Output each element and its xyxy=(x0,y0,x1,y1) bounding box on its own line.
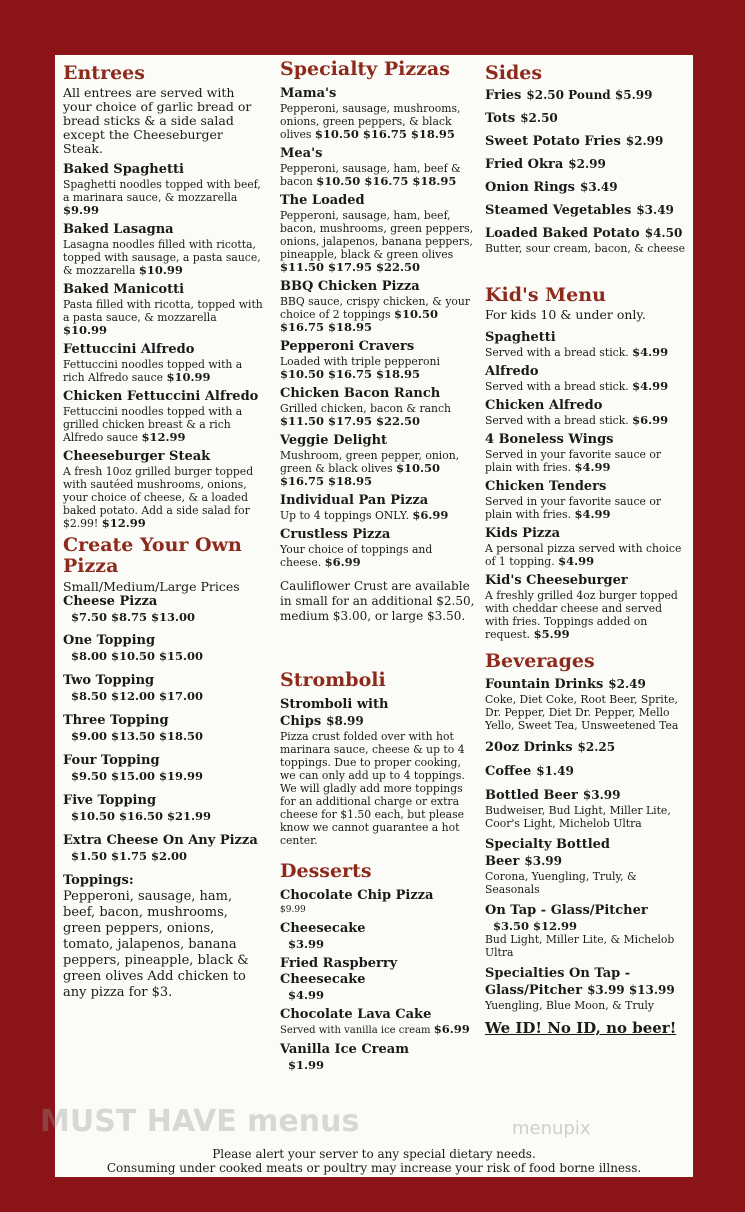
item-desc: Served with a bread stick. $4.99 xyxy=(485,345,669,359)
specialty-item xyxy=(280,146,475,188)
pizza-size-item xyxy=(63,713,263,743)
item-price: $4.99 xyxy=(574,460,611,474)
menu-page xyxy=(55,55,693,1177)
desserts-title: Desserts xyxy=(280,860,372,882)
footer-warning: Consuming under cooked meats or poultry may increase your risk of food borne illness. xyxy=(106,1161,642,1175)
side-item xyxy=(485,202,685,219)
cauliflower-note: Cauliflower Crust are available in small for an additional $2.50, medium $3.00, or large $3.50. xyxy=(280,579,475,623)
pizza-list xyxy=(63,594,263,863)
item-price: $3.99 xyxy=(524,854,562,868)
specialty-item xyxy=(280,86,475,141)
create-pizza-title: Create Your Own Pizza xyxy=(63,534,242,577)
item-price: $4.99 xyxy=(632,345,669,359)
item-desc: Corona, Yuengling, Truly, & Seasonals xyxy=(485,870,637,896)
item-price: $10.50 $16.75 $18.95 xyxy=(280,307,439,334)
item-desc: Pepperoni, sausage, ham, beef & bacon $10.50 $16.75 $18.95 xyxy=(280,162,461,188)
item-name: Bottled Beer $3.99 xyxy=(485,788,621,803)
desserts-list xyxy=(280,888,475,1072)
specialty-item xyxy=(280,527,475,569)
dessert-item xyxy=(280,1007,475,1037)
item-name: Tots $2.50 xyxy=(485,111,558,126)
item-price: $2.50 Pound $5.99 xyxy=(526,88,653,102)
specialty-item xyxy=(280,279,475,334)
item-price: $6.99 xyxy=(324,555,361,569)
item-name: Sweet Potato Fries $2.99 xyxy=(485,134,664,149)
specialty-item xyxy=(280,193,475,274)
stromboli-title: Stromboli xyxy=(280,669,386,691)
item-name: Fried Okra $2.99 xyxy=(485,157,606,172)
item-price: $3.49 xyxy=(579,180,618,194)
item-desc: A personal pizza served with choice of 1 topping. $4.99 xyxy=(485,542,682,568)
item-price: $10.50 $16.75 $18.95 xyxy=(280,367,421,381)
kids-title: Kid's Menu xyxy=(485,284,606,306)
item-price: $11.50 $17.95 $22.50 xyxy=(280,260,421,274)
item-price: $3.49 xyxy=(636,203,674,217)
item-desc: Pepperoni, sausage, ham, beef, bacon, mushrooms, green peppers, onions, jalapenos, banana peppers, pineapple, black & green olives $11.50 $17.95 $22.50 xyxy=(280,209,474,274)
watermark-menupix-logo: menupix xyxy=(512,1118,591,1139)
item-desc: Loaded with triple pepperoni $10.50 $16.75 $18.95 xyxy=(280,355,440,381)
item-price: $4.50 xyxy=(644,226,683,240)
item-name: Baked Spaghetti xyxy=(63,162,184,177)
pizza-size-item xyxy=(63,673,263,703)
item-name: 20oz Drinks $2.25 xyxy=(485,740,616,755)
item-desc: Served with a bread stick. $4.99 xyxy=(485,379,669,393)
id-note: We ID! No ID, no beer! xyxy=(485,1019,677,1037)
item-price: $11.50 $17.95 $22.50 xyxy=(280,414,421,428)
beverage-item xyxy=(485,966,685,1012)
item-name: 4 Boneless Wings xyxy=(485,432,614,447)
item-desc: Your choice of toppings and cheese. $6.99 xyxy=(280,543,433,569)
item-name: Loaded Baked Potato $4.50 xyxy=(485,226,683,241)
beverages-title: Beverages xyxy=(485,650,595,672)
kids-item xyxy=(485,364,685,393)
kids-item xyxy=(485,479,685,521)
side-item xyxy=(485,87,685,104)
item-name: Cheese Pizza xyxy=(63,594,158,609)
item-price: $3.99 $13.99 xyxy=(587,983,675,997)
entrees-intro: All entrees are served with your choice of garlic bread or bread sticks & a side salad except the Cheeseburger Steak. xyxy=(63,85,252,156)
specialty-item xyxy=(280,386,475,428)
dessert-item xyxy=(280,921,475,951)
item-desc: Lasagna noodles filled with ricotta, topped with sausage, a pasta sauce, & mozzarella $10.99 xyxy=(63,238,261,277)
entree-item xyxy=(63,342,263,384)
toppings-desc: Pepperoni, sausage, ham, beef, bacon, mushrooms, green peppers, onions, tomato, jalapenos, banana peppers, pineapple, black & green olives Add chicken to any pizza for $3. xyxy=(63,889,249,1000)
item-name: Baked Manicotti xyxy=(63,282,185,297)
item-name: Pepperoni Cravers xyxy=(280,339,415,354)
item-name: Two Topping xyxy=(63,673,155,688)
kids-list xyxy=(485,330,685,641)
kids-item xyxy=(485,573,685,641)
item-desc: A fresh 10oz grilled burger topped with sautéed mushrooms, onions, your choice of cheese, & a loaded baked potato. Add a side salad for $2.99! $12.99 xyxy=(63,465,254,530)
item-price: $1.49 xyxy=(536,764,574,778)
item-desc: Budweiser, Bud Light, Miller Lite, Coor's Light, Michelob Ultra xyxy=(485,804,671,830)
side-item xyxy=(485,156,685,173)
column-left xyxy=(63,63,263,1001)
dessert-item xyxy=(280,1042,475,1072)
item-name: Fountain Drinks $2.49 xyxy=(485,677,646,692)
column-right xyxy=(485,63,685,1037)
item-price: $2.25 xyxy=(577,740,616,754)
entree-item xyxy=(63,449,263,530)
item-desc: Yuengling, Blue Moon, & Truly xyxy=(485,999,654,1012)
kids-item xyxy=(485,330,685,359)
kids-intro: For kids 10 & under only. xyxy=(485,307,646,322)
item-prices: $10.50 $16.50 $21.99 xyxy=(71,809,212,823)
item-desc: Bud Light, Miller Lite, & Michelob Ultra xyxy=(485,933,675,959)
item-name: Chicken Alfredo xyxy=(485,398,603,413)
item-desc: Grilled chicken, bacon & ranch $11.50 $17.95 $22.50 xyxy=(280,402,452,428)
entrees-title: Entrees xyxy=(63,62,145,84)
item-price: $10.50 $16.75 $18.95 xyxy=(314,127,455,141)
entree-item xyxy=(63,282,263,337)
item-price: $6.99 xyxy=(433,1022,470,1036)
specialty-item xyxy=(280,493,475,522)
item-desc: Fettuccini noodles topped with a grilled chicken breast & a rich Alfredo sauce $12.99 xyxy=(63,405,243,444)
beverage-item xyxy=(485,763,685,780)
item-desc: Served with vanilla ice cream $6.99 xyxy=(280,1022,470,1036)
kids-item xyxy=(485,398,685,427)
beverages-list xyxy=(485,676,685,1012)
item-price: $2.50 xyxy=(520,111,558,125)
item-desc: Served in your favorite sauce or plain with fries. $4.99 xyxy=(485,448,662,474)
item-name: The Loaded xyxy=(280,193,365,208)
item-desc: Fettuccini noodles topped with a rich Alfredo sauce $10.99 xyxy=(63,358,243,384)
item-desc: Served in your favorite sauce or plain with fries. $4.99 xyxy=(485,495,662,521)
item-price: $10.99 xyxy=(63,323,108,337)
item-desc: Pasta filled with ricotta, topped with a pasta sauce, & mozzarella $10.99 xyxy=(63,298,263,337)
item-name: Chocolate Chip Pizza xyxy=(280,888,434,903)
item-name: Chicken Fettuccini Alfredo xyxy=(63,389,259,404)
kids-item xyxy=(485,432,685,474)
specialty-list xyxy=(280,86,475,569)
item-price: $4.99 xyxy=(288,988,325,1002)
item-name: Alfredo xyxy=(485,364,539,379)
item-price: $3.99 xyxy=(582,788,621,802)
column-middle xyxy=(280,59,475,1077)
kids-item xyxy=(485,526,685,568)
item-name: Five Topping xyxy=(63,793,157,808)
entree-item xyxy=(63,162,263,217)
item-desc: Butter, sour cream, bacon, & cheese xyxy=(485,242,685,255)
footer-dietary: Please alert your server to any special dietary needs. xyxy=(212,1147,536,1161)
item-desc: Mushroom, green pepper, onion, green & black olives $10.50 $16.75 $18.95 xyxy=(280,449,460,488)
item-prices: $8.00 $10.50 $15.00 xyxy=(71,649,204,663)
entree-item xyxy=(63,222,263,277)
watermark-musthave-logo: MUST HAVE menus xyxy=(40,1104,360,1139)
beverage-item xyxy=(485,676,685,732)
side-item xyxy=(485,225,685,255)
side-item xyxy=(485,133,685,150)
pizza-size-item xyxy=(63,833,263,863)
item-name: On Tap - Glass/Pitcher xyxy=(485,903,648,918)
item-name: Mea's xyxy=(280,146,323,161)
item-price: $10.99 xyxy=(166,370,211,384)
item-price: $12.99 xyxy=(101,516,146,530)
item-name: Kid's Cheeseburger xyxy=(485,573,628,588)
create-pizza-sizes: Small/Medium/Large Prices xyxy=(63,579,240,594)
item-price: $10.50 $16.75 $18.95 xyxy=(316,174,457,188)
item-name: Cheeseburger Steak xyxy=(63,449,211,464)
specialty-item xyxy=(280,339,475,381)
item-prices: $1.50 $1.75 $2.00 xyxy=(71,849,188,863)
item-price: $6.99 xyxy=(412,508,449,522)
item-price: $9.99 xyxy=(63,203,100,217)
item-name: Specialty Bottled Beer $3.99 xyxy=(485,837,611,869)
pizza-size-item xyxy=(63,753,263,783)
dessert-item xyxy=(280,888,475,916)
item-prices: $7.50 $8.75 $13.00 xyxy=(71,610,196,624)
item-name: Fries $2.50 Pound $5.99 xyxy=(485,88,653,103)
item-name: Coffee $1.49 xyxy=(485,764,574,779)
item-name: Crustless Pizza xyxy=(280,527,391,542)
item-name: BBQ Chicken Pizza xyxy=(280,279,420,294)
item-name: Three Topping xyxy=(63,713,169,728)
pizza-size-item xyxy=(63,633,263,663)
item-name: One Topping xyxy=(63,633,156,648)
item-desc: BBQ sauce, crispy chicken, & your choice of 2 toppings $10.50 $16.75 $18.95 xyxy=(280,295,471,334)
item-desc: Pizza crust folded over with hot marinara sauce, cheese & up to 4 toppings. Due to proper cooking, we can only add up to 4 toppings. We will gladly add more toppings for an additional charge or extra cheese for $1.50 each, but please know we cannot guarantee a hot center. xyxy=(280,730,465,847)
item-name: Fettuccini Alfredo xyxy=(63,342,195,357)
item-desc: Served with a bread stick. $6.99 xyxy=(485,413,669,427)
item-name: Kids Pizza xyxy=(485,526,561,541)
item-price: $4.99 xyxy=(574,507,611,521)
item-price: $12.99 xyxy=(141,430,186,444)
specialty-title: Specialty Pizzas xyxy=(280,58,450,80)
item-name: Extra Cheese On Any Pizza xyxy=(63,833,258,848)
item-price: $9.99 xyxy=(280,905,306,915)
item-price: $2.99 xyxy=(568,157,606,171)
side-item xyxy=(485,110,685,127)
side-item xyxy=(485,179,685,196)
item-name: Baked Lasagna xyxy=(63,222,174,237)
beverage-item xyxy=(485,787,685,830)
entree-item xyxy=(63,389,263,444)
item-price: $2.49 xyxy=(608,677,646,691)
item-desc: Up to 4 toppings ONLY. $6.99 xyxy=(280,508,449,522)
item-price: $1.99 xyxy=(288,1058,325,1072)
beverage-item xyxy=(485,739,685,756)
sides-list xyxy=(485,87,685,255)
item-name: Stromboli with Chips $8.99 xyxy=(280,697,389,729)
specialty-item xyxy=(280,433,475,488)
beverage-item xyxy=(485,837,685,896)
pizza-size-item xyxy=(63,793,263,823)
pizza-size-item xyxy=(63,594,263,624)
item-name: Vanilla Ice Cream xyxy=(280,1042,409,1057)
item-price: $10.99 xyxy=(138,263,183,277)
item-name: Mama's xyxy=(280,86,337,101)
item-desc: Coke, Diet Coke, Root Beer, Sprite, Dr. Pepper, Diet Dr. Pepper, Mello Yello, Sweet Tea, Unsweetened Tea xyxy=(485,693,679,732)
item-desc: Spaghetti noodles topped with beef, a marinara sauce, & mozzarella $9.99 xyxy=(63,178,261,217)
item-price: $3.99 xyxy=(288,937,325,951)
item-price: $10.50 $16.75 $18.95 xyxy=(280,461,440,488)
item-price: $4.99 xyxy=(558,554,595,568)
stromboli-item xyxy=(280,697,475,847)
item-name: Fried Raspberry Cheesecake xyxy=(280,956,398,987)
item-name: Specialties On Tap - Glass/Pitcher $3.99 $13.99 xyxy=(485,966,675,998)
item-name: Chicken Bacon Ranch xyxy=(280,386,441,401)
item-price: $4.99 xyxy=(632,379,669,393)
item-name: Individual Pan Pizza xyxy=(280,493,429,508)
item-name: Chicken Tenders xyxy=(485,479,607,494)
item-prices: $8.50 $12.00 $17.00 xyxy=(71,689,204,703)
entrees-list xyxy=(63,162,263,530)
item-desc: A freshly grilled 4oz burger topped with cheddar cheese and served with fries. Toppings added on request. $5.99 xyxy=(485,589,678,641)
item-name: Veggie Delight xyxy=(280,433,388,448)
item-price: $5.99 xyxy=(533,627,570,641)
toppings-title: Toppings: xyxy=(63,873,134,888)
item-price: $3.50 $12.99 xyxy=(493,919,578,933)
sides-title: Sides xyxy=(485,62,543,84)
dessert-item xyxy=(280,956,475,1002)
item-desc: Pepperoni, sausage, mushrooms, onions, green peppers, & black olives $10.50 $16.75 $18.95 xyxy=(280,102,461,141)
item-price: $6.99 xyxy=(632,413,669,427)
item-prices: $9.50 $15.00 $19.99 xyxy=(71,769,204,783)
item-name: Four Topping xyxy=(63,753,160,768)
item-name: Onion Rings $3.49 xyxy=(485,180,618,195)
item-name: Steamed Vegetables $3.49 xyxy=(485,203,674,218)
item-name: Chocolate Lava Cake xyxy=(280,1007,432,1022)
item-price: $2.99 xyxy=(625,134,664,148)
item-name: Cheesecake xyxy=(280,921,366,936)
beverage-item xyxy=(485,903,685,959)
item-prices: $9.00 $13.50 $18.50 xyxy=(71,729,204,743)
item-name: Spaghetti xyxy=(485,330,556,345)
